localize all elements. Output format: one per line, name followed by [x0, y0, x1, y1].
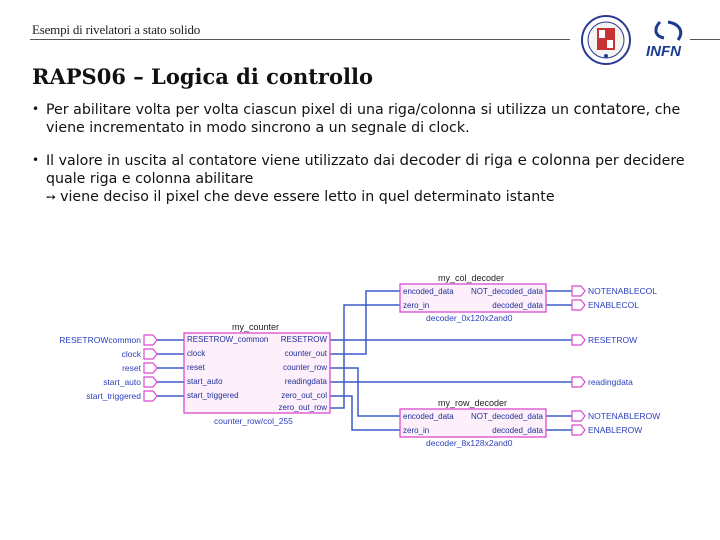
output-port-label: readingdata [588, 377, 633, 387]
counter-output-pin: zero_out_row [278, 403, 327, 412]
slide-title: RAPS06 – Logica di controllo [32, 64, 373, 89]
counter-block [184, 333, 330, 413]
counter-block-sublabel: counter_row/col_255 [214, 416, 293, 426]
bullet-subtext: viene deciso il pixel che deve essere letto in quel determinato istante [60, 189, 555, 205]
counter-input-pin: reset [187, 363, 205, 372]
counter-input-pin: start_triggered [187, 391, 239, 400]
col-decoder-output-pin: decoded_data [492, 301, 543, 310]
bullet-emphasis: contatore [573, 100, 646, 118]
col-decoder-output-pin: NOT_decoded_data [470, 287, 543, 296]
counter-output-pin: counter_row [282, 363, 327, 372]
bullet-text: per decidere quale riga e colonna abilitare [46, 153, 685, 187]
bullet-text: , che viene incrementato in modo sincrono a un segnale di clock. [46, 102, 681, 136]
infn-logo-text: INFN [646, 43, 681, 60]
counter-output-pin: counter_out [284, 349, 327, 358]
output-port-label: NOTENABLEROW [588, 411, 661, 421]
row-decoder-input-pin: zero_in [403, 426, 430, 435]
bullet-text: Per abilitare volta per volta ciascun pixel di una riga/colonna si utilizza un [46, 102, 574, 118]
input-port-label: RESETROWcommon [59, 335, 141, 345]
row-decoder-output-pin: NOT_decoded_data [470, 412, 543, 421]
counter-block-name: my_counter [232, 322, 280, 332]
arrow-right-icon: ➙ [46, 190, 57, 204]
counter-output-pin: zero_out_col [281, 391, 327, 400]
counter-input-pin: RESETROW_common [187, 335, 269, 344]
input-ports [144, 335, 157, 401]
col-decoder-input-pin: zero_in [403, 301, 430, 310]
input-port-label: start_auto [103, 377, 141, 387]
bullet-emphasis: decoder di riga e colonna [399, 151, 591, 169]
row-decoder-name: my_row_decoder [438, 398, 508, 408]
bullet-dot-icon: • [32, 102, 40, 116]
col-decoder-name: my_col_decoder [438, 273, 505, 283]
output-port-label: NOTENABLECOL [588, 286, 657, 296]
output-port-label: RESETROW [588, 335, 638, 345]
row-decoder-input-pin: encoded_data [403, 412, 454, 421]
row-decoder-output-pin: decoded_data [492, 426, 543, 435]
header-title: Esempi di rivelatori a stato solido [32, 22, 201, 37]
input-port-label: start_triggered [86, 391, 141, 401]
row-decoder-sublabel: decoder_8x128x2and0 [426, 438, 513, 448]
output-port-label: ENABLECOL [588, 300, 640, 310]
input-port-label: clock [121, 349, 141, 359]
counter-output-pin: RESETROW [280, 335, 327, 344]
bullet-text: Il valore in uscita al contatore viene utilizzato dai [46, 153, 400, 169]
input-port-label: reset [122, 363, 141, 373]
bullet-dot-icon: • [32, 153, 40, 167]
col-decoder-sublabel: decoder_0x120x2and0 [426, 313, 513, 323]
col-decoder-input-pin: encoded_data [403, 287, 454, 296]
counter-output-pin: readingdata [284, 377, 327, 386]
counter-input-pin: clock [187, 349, 206, 358]
output-ports [572, 286, 585, 435]
counter-input-pin: start_auto [187, 377, 223, 386]
output-port-label: ENABLEROW [588, 425, 643, 435]
